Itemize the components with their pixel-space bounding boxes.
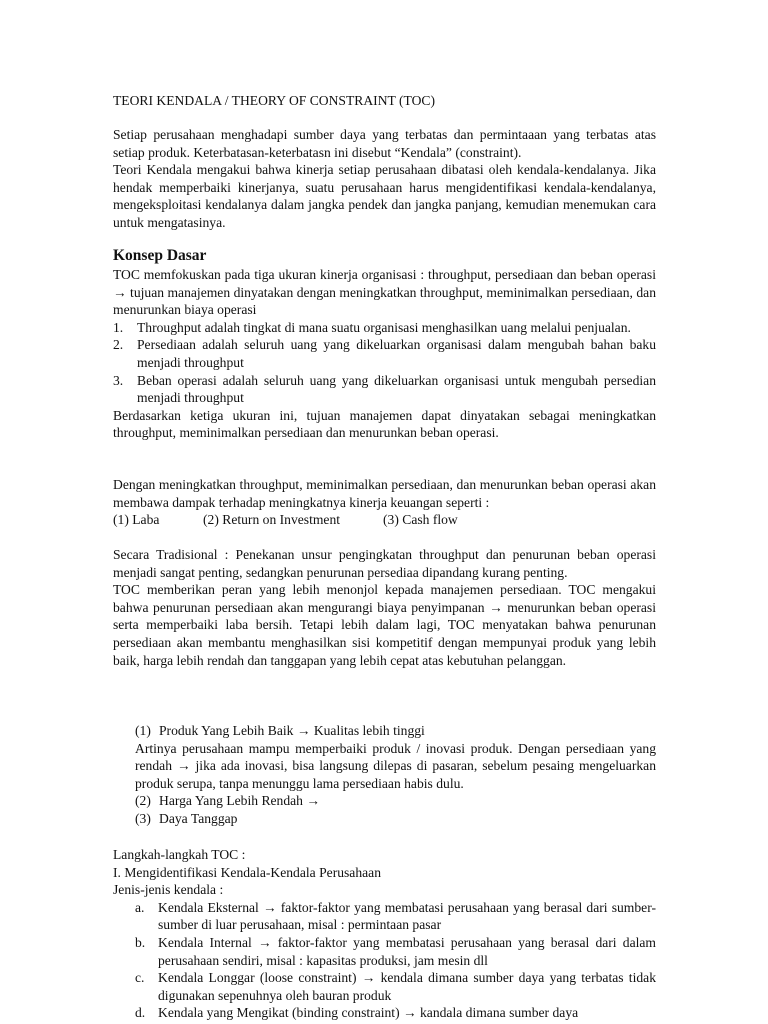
list-text: Kendala Internal → faktor-faktor yang membatasi perusahaan yang berasal dari dalam perusahaan sendiri, misal : kapasitas produksi, jam mesin dll (158, 934, 656, 968)
tradisional-section (113, 546, 656, 669)
list-item (113, 319, 656, 337)
list-text: Harga Yang Lebih Rendah → (159, 793, 320, 809)
toc-persediaan-paragraph: TOC memberikan peran yang lebih menonjol kepada manajemen persediaan. TOC mengakui bahwa penurunan persediaan akan mengurangi biaya penyimpanan → menurunkan beban operasi serta memperbaiki laba bersih. Tetapi lebih dalam lagi, TOC menyatakan bahwa penurunan persediaan akan membantu menghasilkan sisi kompetitif dengan mempunyai produk yang lebih baik, harga lebih rendah dan tanggapan yang lebih cepat atas kebutuhan pelanggan. (113, 582, 656, 668)
list-text: Beban operasi adalah seluruh uang yang dikeluarkan organisasi untuk mengubah persedian menjadi throughput (137, 372, 656, 406)
konsep-dasar-section (113, 246, 656, 442)
dampak-paragraph: Dengan meningkatkan throughput, meminimalkan persediaan, dan menurunkan beban operasi akan membawa dampak terhadap meningkatnya kinerja keuangan seperti : (113, 477, 656, 510)
list-item (113, 899, 656, 934)
keunggulan-detail: Artinya perusahaan mampu memperbaiki produk / inovasi produk. Dengan persediaan yang rendah → jika ada inovasi, bisa langsung dilepas di pasaran, sebelum pesaing mengeluarkan produk serupa, tanpa menunggu lama persediaan habis dulu. (135, 740, 656, 791)
list-text: Produk Yang Lebih Baik → Kualitas lebih tinggi (159, 723, 425, 738)
list-text: Kendala Longgar (loose constraint) → kendala dimana sumber daya yang terbatas tidak digunakan sepenuhnya oleh bauran produk (158, 970, 656, 1003)
konsep-lead-paragraph: TOC memfokuskan pada tiga ukuran kinerja organisasi : throughput, persediaan dan beban operasi → tujuan manajemen dinyatakan dengan meningkatkan throughput, meminimalkan persediaan, dan menurunkan biaya operasi (113, 267, 656, 318)
intro-section (113, 126, 656, 232)
list-item (113, 969, 656, 1004)
metric-laba: (1) Laba (113, 512, 160, 528)
intro-paragraph-2: Teori Kendala mengakui bahwa kinerja setiap perusahaan dibatasi oleh kendala-kendalanya. Jika hendak memperbaiki kinerjanya, suatu perusahaan harus mengidentifikasi kendala-kendalanya, mengeksploitasi kendalanya dalam jangka pendek dan jangka panjang, kemudian menemukan cara untuk mengatasinya. (113, 162, 656, 230)
list-number: 2. (113, 337, 124, 353)
list-letter: b. (135, 934, 146, 950)
document-title: TEORI KENDALA / THEORY OF CONSTRAINT (TOC) (113, 93, 435, 108)
list-number: 1. (113, 319, 124, 335)
list-item (113, 336, 656, 371)
konsep-summary-paragraph: Berdasarkan ketiga ukuran ini, tujuan manajemen dapat dinyatakan sebagai meningkatkan throughput, meminimalkan persediaan dan menurunkan beban operasi. (113, 407, 656, 441)
list-text: Kendala Eksternal → faktor-faktor yang membatasi perusahaan yang berasal dari sumber-sumber di luar perusahaan, misal : permintaan pasar (158, 899, 656, 933)
list-item (135, 810, 656, 828)
metric-cashflow: (3) Cash flow (383, 512, 458, 528)
langkah-heading: Langkah-langkah TOC : (113, 847, 246, 862)
list-item (135, 792, 656, 810)
langkah-step-1: I. Mengidentifikasi Kendala-Kendala Perusahaan (113, 864, 381, 880)
keunggulan-list (113, 722, 656, 828)
jenis-kendala-label: Jenis-jenis kendala : (113, 882, 224, 898)
list-letter: d. (135, 1005, 146, 1021)
section-heading: Konsep Dasar (113, 247, 207, 264)
list-text: Daya Tanggap (159, 810, 238, 826)
list-number: (3) (135, 810, 151, 826)
list-item (113, 1004, 656, 1022)
financial-metrics-list (113, 511, 656, 529)
intro-paragraph-1: Setiap perusahaan menghadapi sumber daya yang terbatas dan permintaaan yang terbatas atas setiap produk. Keterbatasan-keterbatasn ini disebut “Kendala” (constraint). (113, 127, 656, 160)
list-number: 3. (113, 372, 124, 388)
list-number: (2) (135, 793, 151, 809)
list-item (113, 372, 656, 407)
dampak-section (113, 476, 656, 529)
langkah-section (113, 846, 656, 1022)
list-text: Kendala yang Mengikat (binding constraint) → kandala dimana sumber daya (158, 1005, 579, 1021)
list-letter: a. (135, 899, 145, 915)
jenis-kendala-list (113, 899, 656, 1022)
list-number: (1) (135, 723, 151, 738)
list-text: Throughput adalah tingkat di mana suatu organisasi menghasilkan uang melalui penjualan. (137, 319, 631, 335)
list-text: Persediaan adalah seluruh uang yang dikeluarkan organisasi dalam mengubah bahan baku menjadi throughput (137, 337, 656, 370)
list-letter: c. (135, 970, 145, 986)
metric-roi: (2) Return on Investment (203, 512, 341, 528)
tradisional-paragraph: Secara Tradisional : Penekanan unsur pengingkatan throughput dan penurunan beban operasi menjadi sangat penting, sedangkan penurunan persediaa dipandang kurang penting. (113, 547, 656, 580)
list-item (113, 934, 656, 969)
list-item (135, 722, 656, 740)
